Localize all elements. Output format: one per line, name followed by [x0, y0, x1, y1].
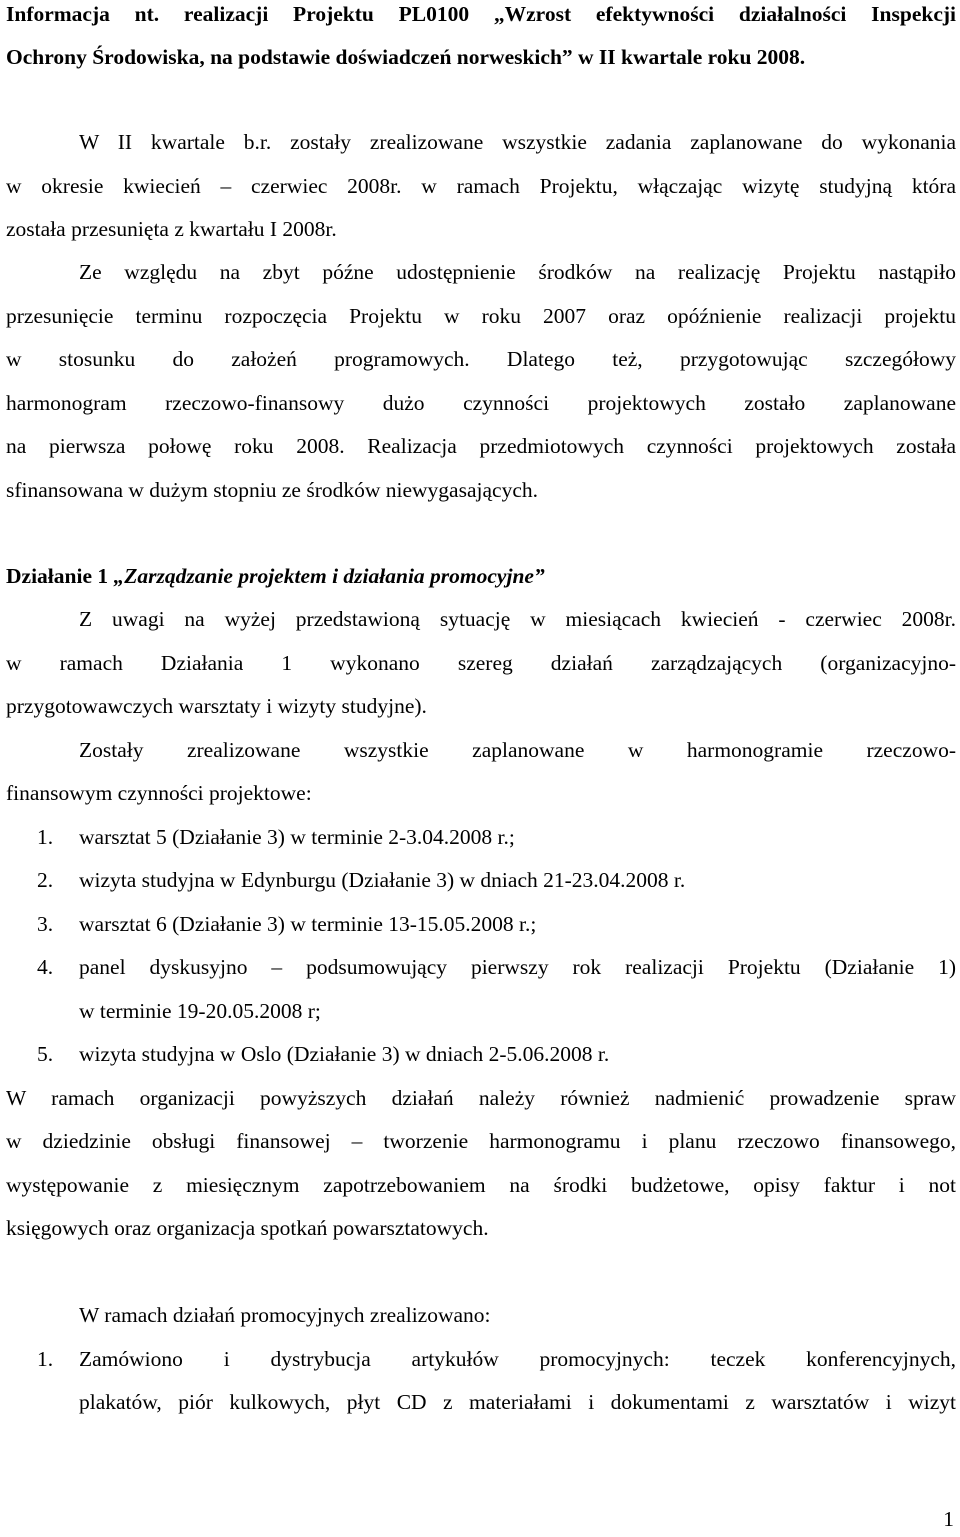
action1-p1-line-1: Z uwagi na wyżej przedstawioną sytuację w miesiącach kwiecień - czerwiec 2008r.	[79, 607, 956, 631]
list-item-number: 2.	[37, 868, 54, 892]
promo-list-item-number: 1.	[37, 1347, 54, 1371]
action1-heading-prefix: Działanie 1	[6, 564, 114, 588]
intro-line-2: w okresie kwiecień – czerwiec 2008r. w ramach Projektu, włączając wizytę studyjną która	[6, 174, 956, 198]
list-item-number: 4.	[37, 955, 54, 979]
list-item-text: warsztat 6 (Działanie 3) w terminie 13-15.05.2008 r.;	[79, 912, 537, 936]
list-item-text: panel dyskusyjno – podsumowujący pierwszy rok realizacji Projektu (Działanie 1)	[79, 955, 956, 979]
list-item-text: warsztat 5 (Działanie 3) w terminie 2-3.04.2008 r.;	[79, 825, 515, 849]
action1-p1-line-3: przygotowawczych warsztaty i wizyty studyjne).	[6, 694, 427, 718]
action1-heading	[6, 563, 956, 589]
list-item-text: wizyta studyjna w Edynburgu (Działanie 3) w dniach 21-23.04.2008 r.	[79, 868, 686, 892]
page-number: 1	[943, 1507, 954, 1531]
promo-list-item-text-continued: plakatów, piór kulkowych, płyt CD z materiałami i dokumentami z warsztatów i wizyt	[79, 1390, 956, 1414]
list-item-text-continued: w terminie 19-20.05.2008 r;	[79, 999, 321, 1023]
document-title-line-2: Ochrony Środowiska, na podstawie doświadczeń norweskich” w II kwartale roku 2008.	[6, 45, 806, 69]
finance-line-2: w dziedzinie obsługi finansowej – tworzenie harmonogramu i planu rzeczowo finansowego,	[6, 1129, 956, 1153]
reason-line-1: Ze względu na zbyt późne udostępnienie środków na realizację Projektu nastąpiło	[79, 260, 956, 284]
reason-line-4: harmonogram rzeczowo-finansowy dużo czynności projektowych zostało zaplanowane	[6, 391, 956, 415]
action1-heading-name: „Zarządzanie projektem i działania promocyjne”	[113, 564, 545, 588]
list-item-number: 3.	[37, 912, 54, 936]
reason-line-5: na pierwsza połowę roku 2008. Realizacja przedmiotowych czynności projektowych została	[6, 434, 956, 458]
intro-line-3: została przesunięta z kwartału I 2008r.	[6, 217, 337, 241]
intro-line-1: W II kwartale b.r. zostały zrealizowane wszystkie zadania zaplanowane do wykonania	[79, 130, 956, 154]
promo-list-item-text: Zamówiono i dystrybucja artykułów promocyjnych: teczek konferencyjnych,	[79, 1347, 956, 1371]
list-item-number: 5.	[37, 1042, 54, 1066]
reason-line-3: w stosunku do założeń programowych. Dlatego też, przygotowując szczegółowy	[6, 347, 956, 371]
reason-line-6: sfinansowana w dużym stopniu ze środków niewygasających.	[6, 478, 538, 502]
action1-p2-line-1: Zostały zrealizowane wszystkie zaplanowane w harmonogramie rzeczowo-	[79, 738, 956, 762]
action1-p2-line-2: finansowym czynności projektowe:	[6, 781, 312, 805]
finance-line-1: W ramach organizacji powyższych działań należy również nadmienić prowadzenie spraw	[6, 1086, 956, 1110]
promo-intro: W ramach działań promocyjnych zrealizowano:	[79, 1303, 491, 1327]
finance-line-3: występowanie z miesięcznym zapotrzebowaniem na środki budżetowe, opisy faktur i not	[6, 1173, 956, 1197]
document-title-line-1: Informacja nt. realizacji Projektu PL0100 „Wzrost efektywności działalności Inspekcji	[6, 2, 956, 26]
list-item-text: wizyta studyjna w Oslo (Działanie 3) w dniach 2-5.06.2008 r.	[79, 1042, 610, 1066]
list-item-number: 1.	[37, 825, 54, 849]
reason-line-2: przesunięcie terminu rozpoczęcia Projektu w roku 2007 oraz opóźnienie realizacji projektu	[6, 304, 956, 328]
action1-p1-line-2: w ramach Działania 1 wykonano szereg działań zarządzających (organizacyjno-	[6, 651, 956, 675]
finance-line-4: księgowych oraz organizacja spotkań powarsztatowych.	[6, 1216, 489, 1240]
